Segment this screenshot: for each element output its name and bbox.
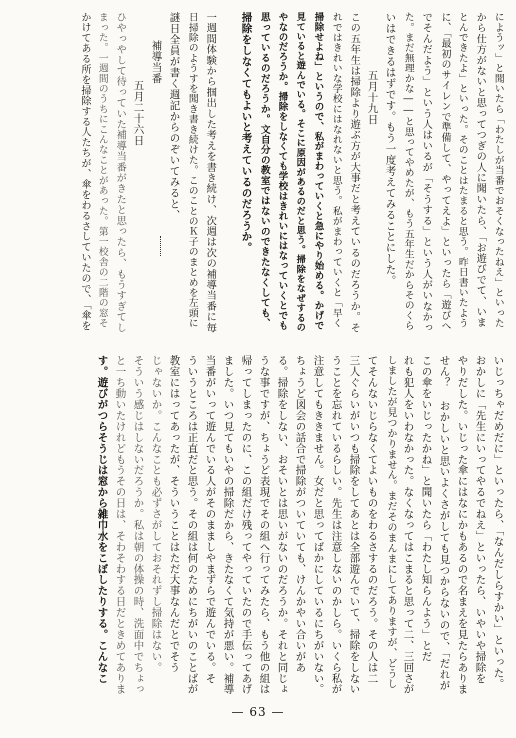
dotted-separator — [160, 236, 162, 256]
text-column: この五年生は掃除より遊ぶ方が大事だと考えているのだろうか。そ — [348, 12, 361, 333]
text-column: しましたが見つかりません。まだそのまんまにしてありますが、どうし — [385, 355, 396, 690]
text-column: ました。いつ見てもいやの掃除だから、きたなくて気持が悪い。補導 — [222, 355, 235, 695]
text-column: 思っているのだろうか。文自分の教室ではないのできたなくしても、 — [258, 12, 270, 329]
text-column: おかしに「先生にいってやるでねえ」といったら、いやいや掃除を — [474, 355, 487, 684]
text-column: ひやっやして待っていた補導当番がきたと思ったら、もうすぎてし — [114, 12, 127, 333]
date-heading: 五月二十六日 — [132, 80, 145, 146]
text-column: 謎日全員が書く週記からのぞいてみると、 — [168, 12, 181, 221]
text-column: れではきれいな学校にはなれないと思う。私がまわっていくと「早く — [330, 12, 342, 329]
text-column: す。遊びがつらそうじは窓から雑巾水をこぼしたりする。こんなこ — [96, 355, 109, 684]
text-column: いはできるはずです。もう一度考えてみることにした。 — [384, 12, 397, 286]
date-heading: 五月十九日 — [366, 70, 379, 125]
text-column: いじっちゃだめだに」といったら、「なんだしらすかい」といった。 — [492, 355, 505, 690]
text-column: 帰ってしまったのに、この組だけ残ってやっていたので手伝ってあげ — [240, 355, 253, 695]
text-column: 三人ぐらいがいつも掃除をしてあとは全部遊んでいて、掃除をしない — [348, 355, 361, 695]
text-column: ちょうど図会の話合で掃除がついていても、けんかやい合いがあ — [294, 355, 307, 673]
text-column: れも犯人をいわなかった。なくなってはこまると思って二、三回さが — [402, 355, 415, 695]
text-column: る。掃除をしない、おそいとは思いがないのだろうか。それと同じょ — [276, 355, 289, 695]
text-column: 見ていると遊んでいる。そこに原因があるのだと思う。掃除をなぜするの — [294, 12, 306, 333]
text-column: じゃないか。こんなことも必ずさがしておそれずし掃除はない。 — [150, 355, 163, 673]
text-column: ういうところは正直だと思う。その組は何のためにちがいのことばが — [186, 355, 199, 695]
text-column: まった。一週間のうちにこんなことがあった。第一校舎の二階の窓そ — [96, 12, 108, 329]
text-column: から仕方がないと思ってつぎの人に聞いたら、「お遊びでて、いま — [474, 12, 487, 328]
text-column: にようッ」と聞いたら「わたしが当番でおそくなったねえ」といった — [492, 12, 504, 329]
page-number: — 63 — — [231, 705, 285, 719]
text-column: うな事ですが、ちょうど表現でその組へ行ってみたら、もう他の組は — [258, 355, 271, 695]
text-column: 当番がいって遊んでいる人がそのまましやまずらで遊んでいる。そ — [204, 355, 217, 684]
section-heading: 補導当番 — [150, 40, 163, 84]
text-column: 一週間体験から掴出した考えを書き続け、次週は次の補導当番に毎 — [204, 12, 217, 333]
text-column: この傘をいじったかね」と聞いたら「わたし知らんよう」とだ — [420, 355, 433, 662]
text-column: やりだした。いじった傘にはなにかもあるので名まえを見たらありま — [456, 355, 469, 695]
text-column: そういう感じはしないだろうか。私は朝の体操の時、洗面中でちょっ — [132, 355, 145, 695]
text-column: 掃除せよね」というので、私がまわっていくと急にやり始める。かげで — [312, 12, 324, 331]
text-column: た。まだ無理かな――と思ってやめたが、もう五年生だからそのくら — [402, 12, 414, 331]
text-column: やなのだろうか。掃除をしなくても学校はきれいにはなっていくとでも — [276, 12, 288, 331]
text-column: 日掃除のようすを聞き書き続けた。このことのＫ子のまとめを左頭に — [186, 12, 198, 329]
text-column: 教室にはってあったが、そういうことはただ大事なんだとでそう — [168, 355, 181, 673]
text-column: に、「最初のサイレンで準備して、やってえよ」といったら「遊びへ — [439, 12, 450, 331]
text-column: うことを忘れているらしい。先生は注意しないのかしら。いくら私が — [330, 355, 343, 695]
text-column: でそんだよう」という人はいるが「そうする」という人がいなかっ — [420, 12, 433, 333]
text-column: 掃除をしなくてもよいと考えているのだろうか。 — [240, 12, 253, 253]
text-column: とんできたよ」といった。そのことはたまると思う。昨日書いたよう — [456, 12, 468, 329]
text-column: てそんないじらなくてよいものをわるさするのだろう。その人は二 — [366, 355, 379, 684]
text-column: せん？ おかしいと思いよくさがしても見つからないので、「だれが — [438, 355, 451, 691]
text-column: かけてある所を掃除する人たちが、傘をわるさしていたので、「傘を — [79, 12, 90, 331]
text-column: と一ち動いたけれどもうその日は、そわそわする日だときめてありま — [114, 355, 127, 695]
text-column: 注意してもききません。女だと思ってばかにしているにちがいない。 — [312, 355, 325, 695]
